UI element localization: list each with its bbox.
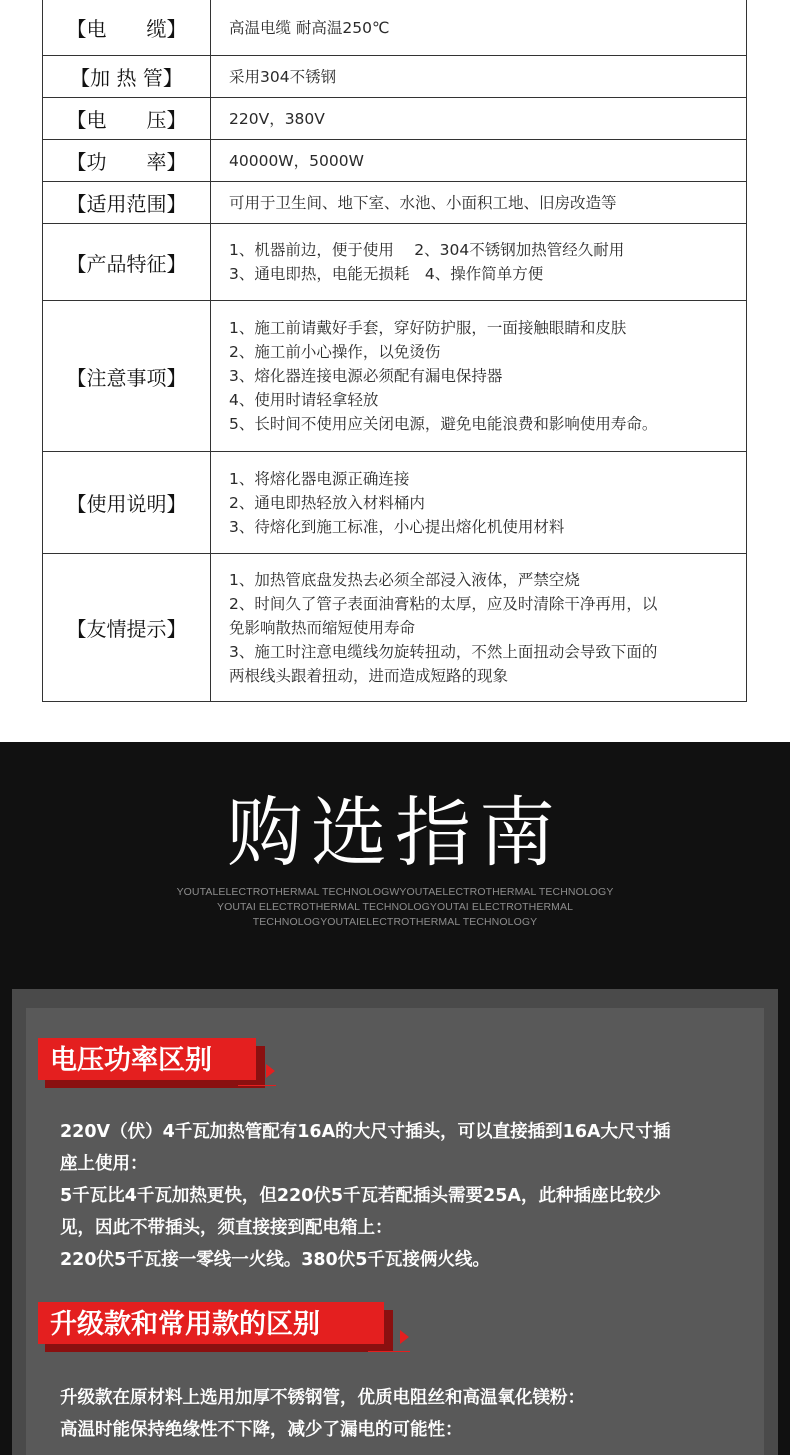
spec-line: 1、加热管底盘发热去必须全部浸入液体，严禁空烧 — [229, 570, 580, 589]
spec-line: 免影响散热而缩短使用寿命 — [229, 618, 416, 637]
tag-label: 电压功率区别 — [38, 1038, 256, 1080]
spec-key: 【适用范围】 — [43, 182, 211, 224]
spec-row-features — [43, 224, 747, 301]
spec-line: 1、将熔化器电源正确连接 — [229, 469, 410, 488]
spec-line: 3、熔化器连接电源必须配有漏电保持器 — [229, 367, 503, 385]
purchase-guide-section — [0, 742, 790, 1455]
guide-subtitle — [170, 885, 620, 930]
tag-underline — [238, 1085, 276, 1086]
spec-row-precautions — [43, 301, 747, 452]
spec-line: 1、施工前请戴好手套，穿好防护服，一面接触眼睛和皮肤 — [229, 319, 627, 337]
spec-key: 【加 热 管】 — [43, 56, 211, 98]
tag-label: 升级款和常用款的区别 — [38, 1302, 384, 1344]
spec-line: 1、机器前边，便于使用 2、304不锈钢加热管经久耐用 — [229, 241, 625, 259]
spec-line: 2、通电即热轻放入材料桶内 — [229, 493, 425, 512]
tag-underline — [368, 1351, 410, 1352]
guide-subtitle-line: YOUTAI ELECTROTHERMAL TECHNOLOGYOUTAI ELECTROTHERMAL — [216, 901, 574, 913]
spec-value — [211, 140, 747, 182]
guide-subtitle-line: TECHNOLOGYOUTAIELECTROTHERMAL TECHNOLOGY — [252, 916, 538, 928]
spec-line: 高温电缆 耐高温250℃ — [229, 18, 390, 37]
spec-line: 3、施工时注意电缆线勿旋转扭动，不然上面扭动会导致下面的 — [229, 642, 658, 661]
spec-value — [211, 554, 747, 702]
spec-row-tips — [43, 554, 747, 702]
spec-line: 4、使用时请轻拿轻放 — [229, 391, 379, 409]
spec-value — [211, 98, 747, 140]
spec-row-power — [43, 140, 747, 182]
spec-key: 【注意事项】 — [43, 301, 211, 452]
spec-line: 40000W，5000W — [229, 151, 364, 170]
spec-line: 5、长时间不使用应关闭电源，避免电能浪费和影响使用寿命。 — [229, 415, 658, 433]
spec-line: 采用304不锈钢 — [229, 67, 337, 86]
spec-line: 3、待熔化到施工标准，小心提出熔化机使用材料 — [229, 517, 565, 536]
spec-row-heating-tube — [43, 56, 747, 98]
spec-value — [211, 56, 747, 98]
spec-line: 2、施工前小心操作，以免烫伤 — [229, 343, 441, 361]
body-line: 220V（伏）4千瓦加热管配有16A的大尺寸插头，可以直接插到16A大尺寸插 — [60, 1122, 671, 1142]
section-body-voltage-power — [60, 1116, 750, 1276]
tag-pointer-icon — [266, 1064, 275, 1078]
spec-row-cable — [43, 0, 747, 56]
spec-key: 【友情提示】 — [43, 554, 211, 702]
spec-key: 【使用说明】 — [43, 452, 211, 554]
spec-row-scope — [43, 182, 747, 224]
body-line: 5千瓦比4千瓦加热更快，但220伏5千瓦若配插头需要25A，此种插座比较少 — [60, 1186, 661, 1206]
body-line: 220伏5千瓦接一零线一火线。380伏5千瓦接俩火线。 — [60, 1250, 490, 1270]
spec-line: 3、通电即热，电能无损耗 4、操作简单方便 — [229, 265, 544, 283]
body-line: 座上使用： — [60, 1154, 148, 1174]
body-line: 升级款在原材料上选用加厚不锈钢管，优质电阻丝和高温氧化镁粉： — [60, 1388, 585, 1408]
spec-key: 【电 缆】 — [43, 0, 211, 56]
spec-value — [211, 182, 747, 224]
guide-subtitle-line: YOUTALELECTROTHERMAL TECHNOLOGWYOUTAELECTROTHERMAL TECHNOLOGY — [176, 886, 614, 898]
spec-value — [211, 452, 747, 554]
section-body-upgrade-vs-standard — [60, 1382, 750, 1446]
body-line: 高温时能保持绝缘性不下降，减少了漏电的可能性： — [60, 1420, 463, 1440]
spec-value — [211, 224, 747, 301]
guide-title: 购选指南 — [227, 788, 563, 877]
tag-pointer-icon — [400, 1330, 409, 1344]
spec-key: 【功 率】 — [43, 140, 211, 182]
spec-line: 2、时间久了管子表面油膏粘的太厚，应及时清除干净再用，以 — [229, 594, 658, 613]
spec-line: 两根线头跟着扭动，进而造成短路的现象 — [229, 666, 509, 685]
spec-row-voltage — [43, 98, 747, 140]
spec-row-instructions — [43, 452, 747, 554]
spec-key: 【电 压】 — [43, 98, 211, 140]
spec-value — [211, 0, 747, 56]
spec-value — [211, 301, 747, 452]
body-line: 见，因此不带插头，须直接接到配电箱上： — [60, 1218, 393, 1238]
spec-key: 【产品特征】 — [43, 224, 211, 301]
spec-table — [42, 0, 747, 702]
spec-line: 220V，380V — [229, 109, 325, 128]
spec-line: 可用于卫生间、地下室、水池、小面积工地、旧房改造等 — [229, 193, 617, 212]
